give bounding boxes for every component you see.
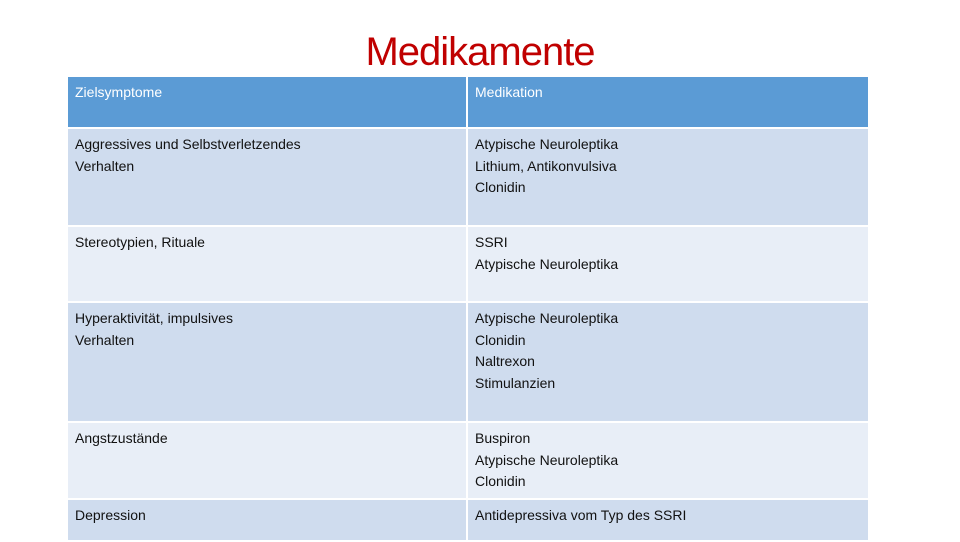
table-row xyxy=(67,128,869,226)
medication-cell xyxy=(467,499,869,541)
symptom-cell: Aggressives und Selbstverletzendes Verhalten xyxy=(67,128,467,226)
medication-cell xyxy=(467,422,869,499)
medication-table xyxy=(66,75,870,542)
medication-line: Lithium, Antikonvulsiva xyxy=(475,157,617,174)
medication-cell xyxy=(467,128,869,226)
medication-line: Stimulanzien xyxy=(475,375,556,392)
medication-cell xyxy=(467,302,869,422)
header-zielsymptome: Zielsymptome xyxy=(67,76,467,128)
symptom-cell: Angstzustände xyxy=(67,422,467,499)
medication-line: Atypische Neuroleptika xyxy=(475,136,619,152)
symptom-cell: Depression xyxy=(67,499,467,541)
medication-line: Buspiron xyxy=(475,430,531,446)
medication-line: Clonidin xyxy=(475,473,526,490)
header-medikation: Medikation xyxy=(467,76,869,128)
table-row xyxy=(67,302,869,422)
medication-line: Clonidin xyxy=(475,331,526,348)
symptom-cell: Stereotypien, Rituale xyxy=(67,226,467,302)
medication-line: Clonidin xyxy=(475,179,526,196)
medication-line: Antidepressiva vom Typ des SSRI xyxy=(475,507,687,524)
medication-line: Atypische Neuroleptika xyxy=(475,310,619,326)
medication-line: Atypische Neuroleptika xyxy=(475,451,619,468)
medication-cell xyxy=(467,226,869,302)
medication-line: Naltrexon xyxy=(475,353,535,370)
medication-line: Atypische Neuroleptika xyxy=(475,255,619,272)
table-row xyxy=(67,499,869,541)
table-header-row xyxy=(67,76,869,128)
table-row xyxy=(67,422,869,499)
table-row xyxy=(67,226,869,302)
medication-line: SSRI xyxy=(475,234,508,250)
symptom-cell: Hyperaktivität, impulsives Verhalten xyxy=(67,302,467,422)
slide-title: Medikamente xyxy=(365,30,595,74)
